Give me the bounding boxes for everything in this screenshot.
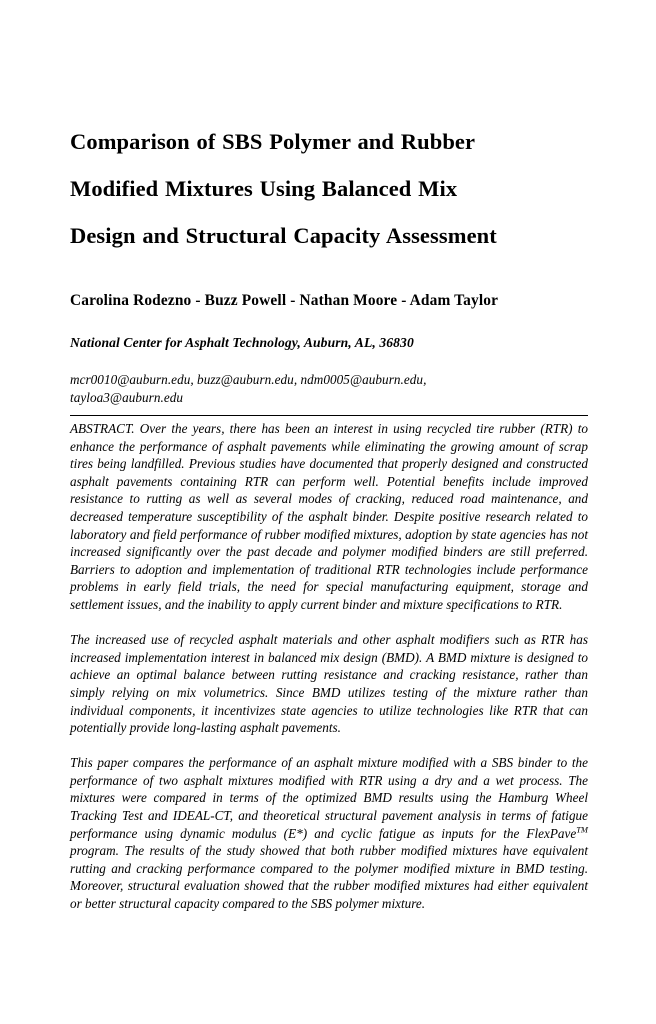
abstract-paragraph-1: ABSTRACT. Over the years, there has been an interest in using recycled tire rubber (RTR) to enhance the performance of asphalt pavements while eliminating the growing amount of scrap tires being landfilled. Previous studies have documented that properly designed and constructed asphalt pavements containing RTR can perform well. Potential benefits include improved resistance to rutting as well as several modes of cracking, reduced road maintenance, and decreased temperature susceptibility of the asphalt binder. Despite positive research related to laboratory and field performance of rubber modified mixtures, adoption by state agencies has not increased significantly over the past decade and polymer modified binders are still preferred. Barriers to adoption and implementation of traditional RTR technologies include performance problems in early field trials, the need for special manufacturing equipment, storage and settlement issues, and the inability to apply current binder and mixture specifications to RTR.	[70, 421, 588, 612]
page-title	[70, 0, 588, 259]
author-emails	[70, 352, 588, 406]
email-line-2: tayloa3@auburn.edu	[70, 389, 184, 405]
abstract-section	[70, 416, 588, 913]
abstract-paragraph-3	[70, 754, 588, 912]
author-list: Carolina Rodezno - Buzz Powell - Nathan Moore - Adam Taylor	[70, 292, 499, 309]
title-line-2: Modified Mixtures Using Balanced Mix	[70, 176, 458, 201]
paper-content-column	[70, 0, 588, 913]
title-line-1: Comparison of SBS Polymer and Rubber	[70, 129, 476, 154]
abstract-paragraph-3-text-before-trademark: This paper compares the performance of an asphalt mixture modified with a SBS binder to the performance of two asphalt mixtures modified with RTR using a dry and a wet process. The mixtures were compared in terms of the optimized BMD results using the Hamburg Wheel Tracking Test and IDEAL-CT, and theoretical structural pavement analysis in terms of fatigue performance using dynamic modulus (E*) and cyclic fatigue as inputs for the FlexPave	[70, 755, 588, 841]
abstract-paragraph-2: The increased use of recycled asphalt materials and other asphalt modifiers such as RTR has increased implementation interest in balanced mix design (BMD). A BMD mixture is designed to achieve an optimal balance between rutting resistance and cracking resistance, rather than simply relying on mix volumetrics. Since BMD utilizes testing of the mixture rather than individual components, it incentivizes state agencies to utilize technologies like RTR that can potentially provide long-lasting asphalt pavements.	[70, 632, 588, 736]
title-line-3: Design and Structural Capacity Assessment	[70, 223, 497, 248]
affiliation: National Center for Asphalt Technology, Auburn, AL, 36830	[70, 335, 414, 350]
abstract-paragraph-3-text-after-trademark: program. The results of the study showed that both rubber modified mixtures have equivalent rutting and cracking performance compared to the polymer modified mixture in BMD testing. Moreover, structural evaluation showed that the rubber modified mixtures had either equivalent or better structural capacity compared to the SBS polymer mixture.	[70, 843, 588, 912]
email-line-1: mcr0010@auburn.edu, buzz@auburn.edu, ndm0005@auburn.edu,	[70, 372, 427, 387]
trademark-symbol: TM	[576, 824, 588, 835]
